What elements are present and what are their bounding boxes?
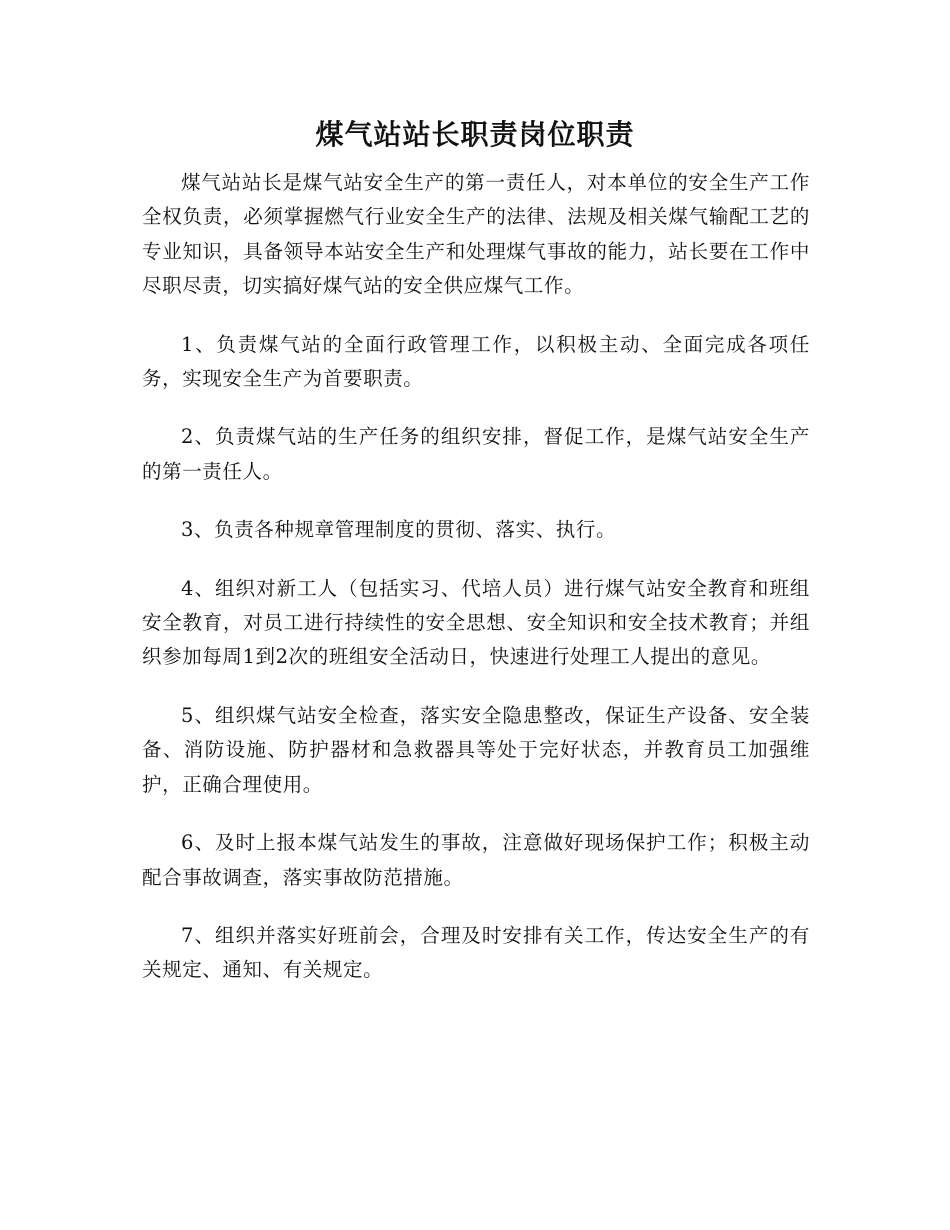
duty-item-7: 7、组织并落实好班前会，合理及时安排有关工作，传达安全生产的有关规定、通知、有关规定。 bbox=[142, 923, 810, 982]
intro-paragraph: 煤气站站长是煤气站安全生产的第一责任人，对本单位的安全生产工作全权负责，必须掌握燃气行业安全生产的法律、法规及相关煤气输配工艺的专业知识，具备领导本站安全生产和处理煤气事故的能力，站长要在工作中尽职尽责，切实搞好煤气站的安全供应煤气工作。 bbox=[142, 171, 810, 298]
duty-item-2: 2、负责煤气站的生产任务的组织安排，督促工作，是煤气站安全生产的第一责任人。 bbox=[142, 425, 810, 483]
document-title: 煤气站站长职责岗位职责 bbox=[315, 118, 635, 151]
document-body bbox=[142, 166, 810, 1012]
duty-item-3: 3、负责各种规章管理制度的贯彻、落实、执行。 bbox=[181, 518, 617, 542]
duty-item-4: 4、组织对新工人（包括实习、代培人员）进行煤气站安全教育和班组安全教育，对员工进行持续性的安全思想、安全知识和安全技术教育；并组织参加每周1到2次的班组安全活动日，快速进行处理工人提出的意见。 bbox=[142, 576, 810, 669]
duty-item-1: 1、负责煤气站的全面行政管理工作，以积极主动、全面完成各项任务，实现安全生产为首要职责。 bbox=[142, 332, 810, 391]
duty-item-6: 6、及时上报本煤气站发生的事故，注意做好现场保护工作；积极主动配合事故调查，落实事故防范措施。 bbox=[142, 831, 810, 889]
duty-item-5: 5、组织煤气站安全检查，落实安全隐患整改，保证生产设备、安全装备、消防设施、防护器材和急救器具等处于完好状态，并教育员工加强维护，正确合理使用。 bbox=[142, 703, 810, 796]
